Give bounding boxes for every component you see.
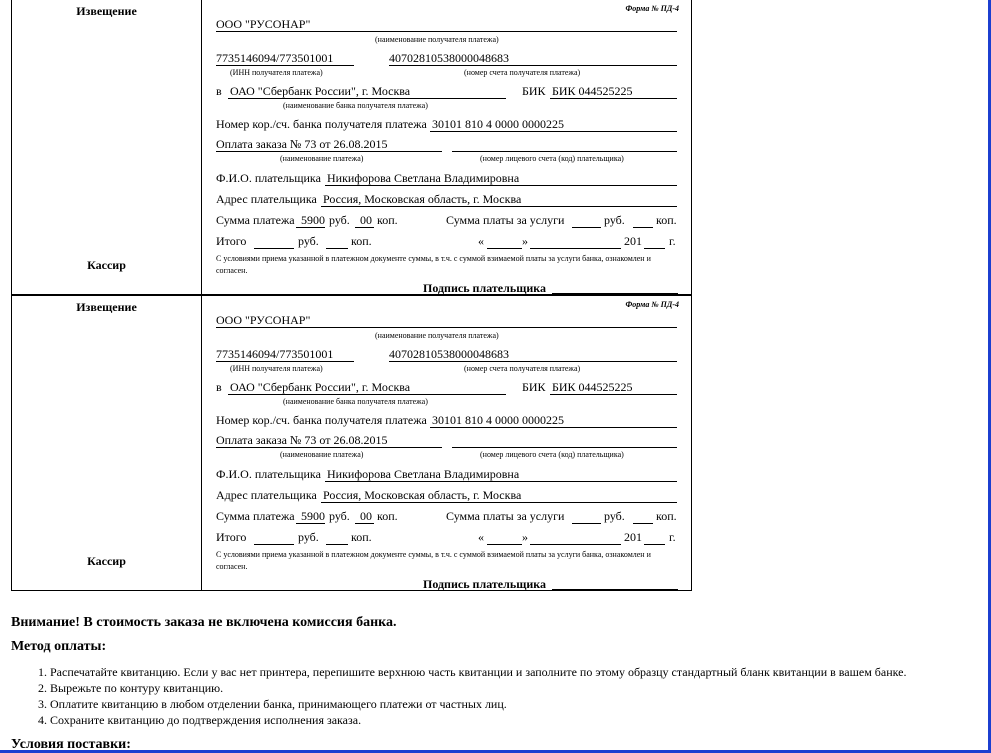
total-rub-underline — [254, 544, 294, 545]
address-label: Адрес плательщика — [216, 192, 317, 206]
payer-name: Никифорова Светлана Владимировна — [327, 171, 520, 185]
payment-purpose: Оплата заказа № 73 от 26.08.2015 — [216, 433, 388, 447]
payment-method-title: Метод оплаты: — [11, 639, 107, 654]
date-day-underline — [487, 248, 522, 249]
date-month-underline — [530, 544, 621, 545]
notice-label: Извещение — [76, 300, 137, 314]
corr-value: 30101 810 4 0000 0000225 — [432, 117, 564, 131]
inn-kpp: 7735146094/773501001 — [216, 51, 334, 65]
services-label: Сумма платы за услуги — [446, 509, 565, 523]
bank-underline — [228, 394, 506, 395]
sum-label: Сумма платежа — [216, 213, 295, 227]
payer-label: Ф.И.О. плательщика — [216, 467, 321, 481]
step-item: 1. Распечатайте квитанцию. Если у вас нет принтера, перепишите верхнюю часть квитанции и заполните по этому образцу стандартный бланк квитанции в вашем банке. — [50, 664, 907, 680]
total-rub-label: руб. — [298, 234, 319, 248]
total-rub-label: руб. — [298, 530, 319, 544]
address-value: Россия, Московская область, г. Москва — [323, 192, 522, 206]
purpose-underline — [216, 151, 442, 152]
corr-label: Номер кор./сч. банка получателя платежа — [216, 413, 427, 427]
date-year-prefix: 201 — [624, 234, 642, 248]
total-label: Итого — [216, 530, 247, 544]
account-caption: (номер счета получателя платежа) — [464, 68, 581, 77]
date-month-underline — [530, 248, 621, 249]
inn-caption: (ИНН получателя платежа) — [230, 68, 323, 77]
purpose-caption: (наименование платежа) — [280, 154, 364, 163]
bik-value: БИК 044525225 — [552, 84, 633, 98]
services-kop-underline — [633, 227, 653, 228]
step-item: 3. Оплатите квитанцию в любом отделении банка, принимающего платежи от частных лиц. — [50, 696, 907, 712]
payment-purpose: Оплата заказа № 73 от 26.08.2015 — [216, 137, 388, 151]
total-kop-label: коп. — [351, 234, 372, 248]
payee-name: ООО "РУСОНАР" — [216, 17, 311, 31]
services-kop-label: коп. — [656, 509, 677, 523]
inn-underline — [216, 65, 354, 66]
signature-label: Подпись плательщика — [423, 281, 546, 295]
receipt-notice — [11, 0, 692, 295]
bik-label: БИК — [522, 380, 546, 394]
date-quote-close: » — [522, 234, 528, 248]
personal-account-underline — [452, 447, 677, 448]
account-underline — [389, 65, 677, 66]
personal-account-underline — [452, 151, 677, 152]
cashier-label: Кассир — [87, 258, 126, 272]
in-prefix: в — [216, 380, 222, 394]
total-label: Итого — [216, 234, 247, 248]
sum-rub-value: 5900 — [301, 509, 325, 523]
sum-kop-value: 00 — [360, 213, 372, 227]
bank-name: ОАО "Сбербанк России", г. Москва — [230, 84, 411, 98]
sum-kop-value: 00 — [360, 509, 372, 523]
purpose-underline — [216, 447, 442, 448]
purpose-caption: (наименование платежа) — [280, 450, 364, 459]
corr-label: Номер кор./сч. банка получателя платежа — [216, 117, 427, 131]
inn-kpp: 7735146094/773501001 — [216, 347, 334, 361]
total-kop-label: коп. — [351, 530, 372, 544]
date-day-underline — [487, 544, 522, 545]
date-year-suffix: г. — [669, 234, 676, 248]
payee-name-underline — [216, 31, 677, 32]
form-number: Форма № ПД-4 — [625, 4, 679, 13]
bik-label: БИК — [522, 84, 546, 98]
services-rub-underline — [572, 523, 601, 524]
kop-label: коп. — [377, 213, 398, 227]
bank-caption: (наименование банка получателя платежа) — [283, 397, 428, 406]
corr-value: 30101 810 4 0000 0000225 — [432, 413, 564, 427]
receipt-right-column — [202, 296, 691, 590]
sum-label: Сумма платежа — [216, 509, 295, 523]
total-kop-underline — [326, 544, 348, 545]
account-caption: (номер счета получателя платежа) — [464, 364, 581, 373]
bik-value: БИК 044525225 — [552, 380, 633, 394]
signature-label: Подпись плательщика — [423, 577, 546, 591]
kop-label: коп. — [377, 509, 398, 523]
date-quote-open: « — [478, 234, 484, 248]
in-prefix: в — [216, 84, 222, 98]
payer-name: Никифорова Светлана Владимировна — [327, 467, 520, 481]
terms-text: С условиями приема указанной в платежном документе суммы, в т.ч. с суммой взимаемой платы за услуги банка, ознакомлен и согласен. — [216, 254, 651, 275]
delivery-title: Условия поставки: — [11, 737, 131, 752]
services-kop-label: коп. — [656, 213, 677, 227]
commission-warning: Внимание! В стоимость заказа не включена комиссия банка. — [11, 615, 397, 630]
payer-underline — [325, 481, 677, 482]
step-item: 2. Вырежьте по контуру квитанцию. — [50, 680, 907, 696]
inn-caption: (ИНН получателя платежа) — [230, 364, 323, 373]
sum-kop-underline — [355, 523, 374, 524]
payee-name: ООО "РУСОНАР" — [216, 313, 311, 327]
rub-label: руб. — [329, 213, 350, 227]
receipt-stub — [11, 295, 692, 591]
personal-account-caption: (номер лицевого счета (код) плательщика) — [480, 154, 624, 163]
date-year-prefix: 201 — [624, 530, 642, 544]
payer-underline — [325, 185, 677, 186]
bik-underline — [550, 98, 677, 99]
corr-underline — [430, 131, 677, 132]
bank-caption: (наименование банка получателя платежа) — [283, 101, 428, 110]
signature-underline — [552, 293, 678, 294]
cashier-label: Кассир — [87, 554, 126, 568]
corr-underline — [430, 427, 677, 428]
address-label: Адрес плательщика — [216, 488, 317, 502]
payee-name-underline — [216, 327, 677, 328]
address-underline — [321, 502, 677, 503]
services-kop-underline — [633, 523, 653, 524]
receipt-left-column — [12, 0, 202, 294]
payee-account: 40702810538000048683 — [389, 51, 509, 65]
terms-text: С условиями приема указанной в платежном документе суммы, в т.ч. с суммой взимаемой платы за услуги банка, ознакомлен и согласен. — [216, 550, 651, 571]
form-number: Форма № ПД-4 — [625, 300, 679, 309]
signature-underline — [552, 589, 678, 590]
date-year-suffix: г. — [669, 530, 676, 544]
bank-name: ОАО "Сбербанк России", г. Москва — [230, 380, 411, 394]
services-label: Сумма платы за услуги — [446, 213, 565, 227]
services-rub-label: руб. — [604, 213, 625, 227]
services-rub-underline — [572, 227, 601, 228]
payment-steps — [11, 664, 907, 728]
date-year-underline — [644, 544, 665, 545]
sum-rub-value: 5900 — [301, 213, 325, 227]
payee-account: 40702810538000048683 — [389, 347, 509, 361]
receipt-right-column — [202, 0, 691, 294]
date-year-underline — [644, 248, 665, 249]
sum-kop-underline — [355, 227, 374, 228]
bank-underline — [228, 98, 506, 99]
bik-underline — [550, 394, 677, 395]
sum-rub-underline — [296, 227, 325, 228]
date-quote-open: « — [478, 530, 484, 544]
rub-label: руб. — [329, 509, 350, 523]
step-item: 4. Сохраните квитанцию до подтверждения исполнения заказа. — [50, 712, 907, 728]
payee-name-caption: (наименование получателя платежа) — [375, 331, 499, 340]
personal-account-caption: (номер лицевого счета (код) плательщика) — [480, 450, 624, 459]
receipt-left-column — [12, 296, 202, 590]
address-underline — [321, 206, 677, 207]
services-rub-label: руб. — [604, 509, 625, 523]
date-quote-close: » — [522, 530, 528, 544]
payee-name-caption: (наименование получателя платежа) — [375, 35, 499, 44]
account-underline — [389, 361, 677, 362]
total-kop-underline — [326, 248, 348, 249]
address-value: Россия, Московская область, г. Москва — [323, 488, 522, 502]
sum-rub-underline — [296, 523, 325, 524]
total-rub-underline — [254, 248, 294, 249]
notice-label: Извещение — [76, 4, 137, 18]
payer-label: Ф.И.О. плательщика — [216, 171, 321, 185]
inn-underline — [216, 361, 354, 362]
